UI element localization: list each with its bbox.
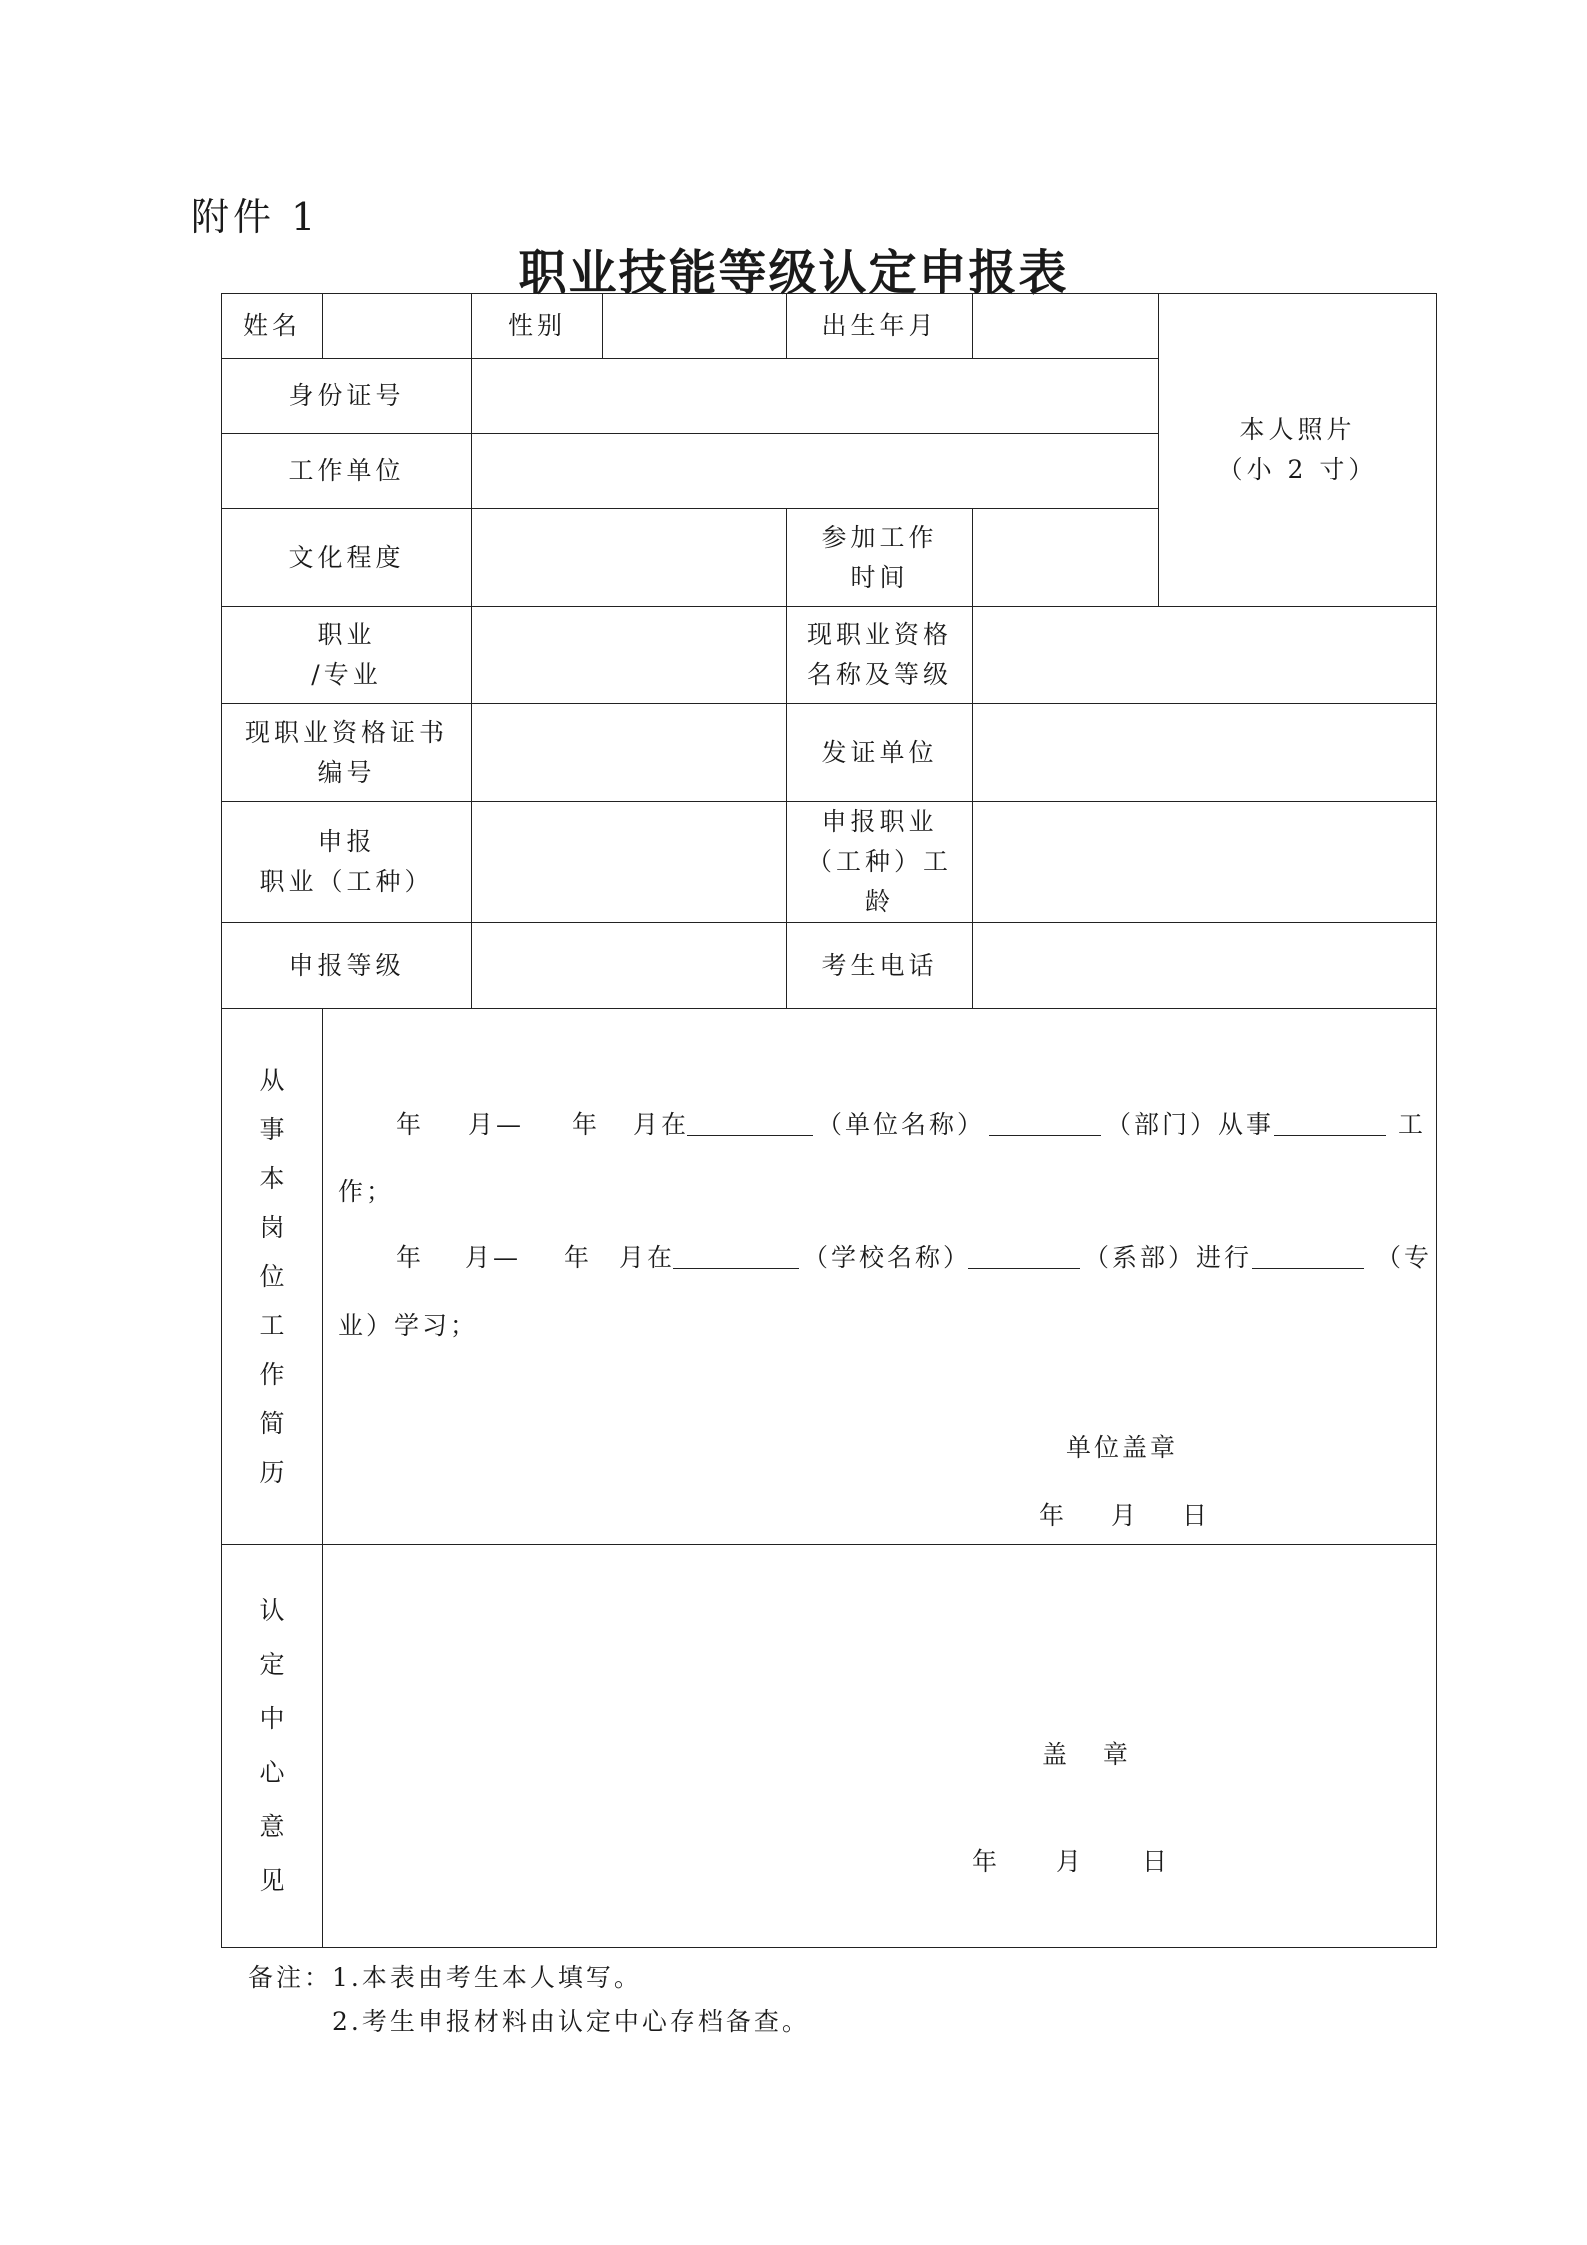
- unit-seal-label: 单位盖章: [1066, 1433, 1179, 1462]
- apply-job-label: [222, 802, 472, 923]
- cert-number-field[interactable]: [472, 704, 787, 802]
- major-label-line2: /专业: [311, 660, 382, 689]
- education-field[interactable]: [472, 509, 787, 607]
- application-form-table: [221, 293, 1437, 1948]
- cert-number-label-line2: 编号: [317, 757, 376, 787]
- history-date-day: 日: [1182, 1501, 1211, 1530]
- study-major-open: （专: [1376, 1243, 1433, 1272]
- study-to-month: 月在: [619, 1243, 676, 1272]
- current-qual-label-line2: 名称及等级: [806, 660, 952, 689]
- work-to-month: 月在: [633, 1110, 690, 1139]
- attachment-label: 附件 1: [191, 195, 320, 239]
- study-school-blank[interactable]: [673, 1245, 799, 1269]
- apply-job-field[interactable]: [472, 802, 787, 923]
- name-label: 姓名: [222, 294, 323, 359]
- issuer-label: 发证单位: [787, 704, 973, 802]
- apply-job-label-line1: 申报: [317, 827, 376, 856]
- work-to-year: 年: [572, 1110, 601, 1139]
- center-seal-label: 盖 章: [1042, 1740, 1131, 1769]
- phone-field[interactable]: [973, 923, 1437, 1009]
- study-faculty-label: （系部）进行: [1084, 1243, 1253, 1272]
- apply-level-field[interactable]: [472, 923, 787, 1009]
- photo-size-label: （小 2 寸）: [1217, 455, 1378, 484]
- current-qual-label: [787, 607, 973, 704]
- cert-number-label-line1: 现职业资格证书: [244, 717, 448, 747]
- notes: [248, 1956, 810, 2044]
- id-number-field[interactable]: [472, 359, 1159, 434]
- study-from-month: 月—: [465, 1243, 522, 1272]
- work-dept-label: （部门）从事: [1106, 1110, 1275, 1139]
- history-content[interactable]: [323, 1009, 1437, 1545]
- center-opinion-label: [222, 1545, 323, 1948]
- work-from-month: 月—: [468, 1110, 525, 1139]
- current-qual-field[interactable]: [973, 607, 1437, 704]
- employer-label: 工作单位: [222, 434, 472, 509]
- photo-label: 本人照片: [1239, 415, 1356, 444]
- work-from-year: 年: [396, 1110, 425, 1139]
- work-start-label: [787, 509, 973, 607]
- center-date-day: 日: [1142, 1847, 1171, 1876]
- cert-number-label: [222, 704, 472, 802]
- work-end-char: 工: [1398, 1110, 1427, 1139]
- photo-box[interactable]: [1159, 294, 1437, 607]
- work-role-blank[interactable]: [1274, 1112, 1386, 1136]
- job-years-label-line3: 龄: [864, 887, 894, 916]
- birth-label: 出生年月: [787, 294, 973, 359]
- apply-level-label: 申报等级: [222, 923, 472, 1009]
- job-years-label-line1: 申报职业: [821, 807, 938, 836]
- history-label-chars: 从 事 本 岗 位 工 作 简 历: [259, 1066, 285, 1487]
- history-date-year: 年: [1039, 1501, 1068, 1530]
- issuer-field[interactable]: [973, 704, 1437, 802]
- work-start-field[interactable]: [973, 509, 1159, 607]
- id-number-label: 身份证号: [222, 359, 472, 434]
- apply-job-label-line2: 职业（工种）: [259, 867, 434, 896]
- form-title: 职业技能等级认定申报表: [518, 245, 1069, 301]
- study-major-blank[interactable]: [1252, 1245, 1364, 1269]
- center-date-year: 年: [972, 1847, 1001, 1876]
- birth-field[interactable]: [973, 294, 1159, 359]
- phone-label: 考生电话: [787, 923, 973, 1009]
- employer-field[interactable]: [472, 434, 1159, 509]
- note-line-1: 备注：1.本表由考生本人填写。: [248, 1963, 642, 1992]
- work-unit-label: （单位名称）: [817, 1110, 986, 1139]
- work-dept-blank[interactable]: [989, 1112, 1101, 1136]
- note-line-2: 2.考生申报材料由认定中心存档备查。: [332, 2007, 810, 2036]
- job-years-label: [787, 802, 973, 923]
- gender-label: 性别: [472, 294, 603, 359]
- major-label-line1: 职业: [317, 620, 376, 649]
- study-school-label: （学校名称）: [803, 1243, 972, 1272]
- education-label: 文化程度: [222, 509, 472, 607]
- major-field[interactable]: [472, 607, 787, 704]
- history-date-month: 月: [1111, 1501, 1140, 1530]
- current-qual-label-line1: 现职业资格: [806, 620, 952, 649]
- job-years-label-line2: （工种）工: [806, 847, 952, 876]
- gender-field[interactable]: [603, 294, 787, 359]
- center-date-month: 月: [1056, 1847, 1085, 1876]
- study-tail: 业）学习；: [338, 1311, 479, 1340]
- center-opinion-content[interactable]: [323, 1545, 1437, 1948]
- work-start-label-line2: 时间: [850, 562, 909, 592]
- name-field[interactable]: [323, 294, 472, 359]
- center-opinion-label-chars: 认 定 中 心 意 见: [259, 1596, 285, 1895]
- history-label: [222, 1009, 323, 1545]
- work-start-label-line1: 参加工作: [821, 522, 938, 552]
- study-from-year: 年: [396, 1243, 425, 1272]
- major-label: [222, 607, 472, 704]
- study-to-year: 年: [564, 1243, 593, 1272]
- work-tail: 作；: [338, 1177, 395, 1206]
- job-years-field[interactable]: [973, 802, 1437, 923]
- work-unit-blank[interactable]: [687, 1112, 813, 1136]
- study-faculty-blank[interactable]: [968, 1245, 1080, 1269]
